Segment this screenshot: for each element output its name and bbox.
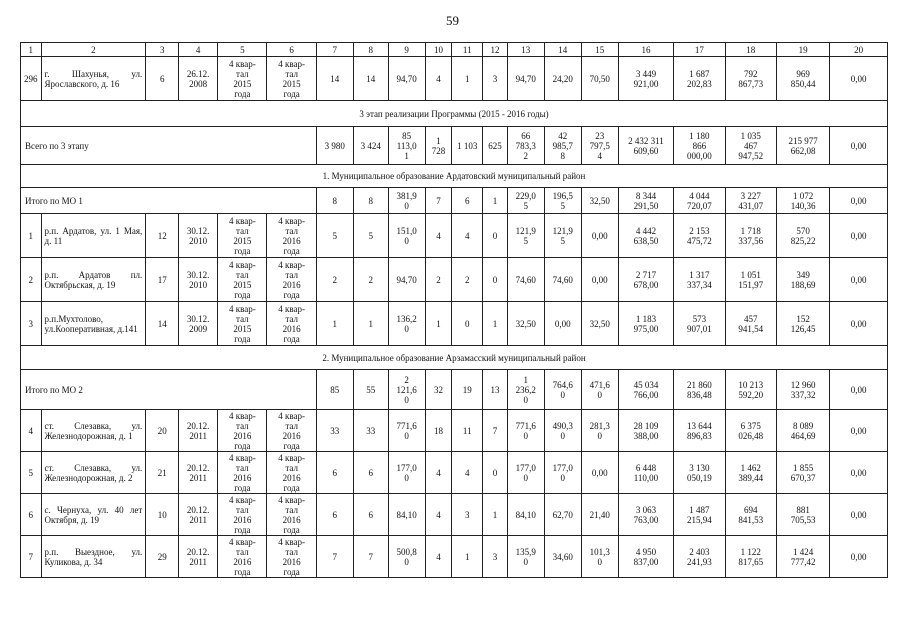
table-cell: 5 <box>316 214 353 258</box>
table-row <box>21 258 888 302</box>
table-cell: 0,00 <box>544 302 581 346</box>
table-cell: 1 855 670,37 <box>776 452 829 494</box>
table-cell: 30.12. 2010 <box>179 214 218 258</box>
table-cell: 196,5 5 <box>544 188 581 214</box>
table-cell: 0,00 <box>830 302 888 346</box>
table-cell: 490,3 0 <box>544 410 581 452</box>
table-cell: 1 <box>316 302 353 346</box>
table-cell: 14 <box>316 57 353 101</box>
table-cell: 1 687 202,83 <box>674 57 725 101</box>
table-cell: 9 <box>388 43 425 57</box>
table-cell: 2 <box>452 258 483 302</box>
table-cell: 6 <box>21 494 42 536</box>
table-cell: 4 квар- тал 2016 года <box>267 214 316 258</box>
table-cell: 30.12. 2009 <box>179 302 218 346</box>
table-cell: 4 квар- тал 2015 года <box>218 57 267 101</box>
table-cell: 74,60 <box>544 258 581 302</box>
table-cell: 152 126,45 <box>776 302 829 346</box>
table-cell: 17 <box>674 43 725 57</box>
table-cell: 0 <box>452 302 483 346</box>
table-cell: 381,9 0 <box>388 188 425 214</box>
table-cell: 4 квар- тал 2016 года <box>267 302 316 346</box>
table-cell: 771,6 0 <box>388 410 425 452</box>
table-cell: 2 <box>41 43 146 57</box>
table-cell: 1 424 777,42 <box>776 536 829 578</box>
table-cell: 0 <box>483 214 508 258</box>
table-row <box>21 452 888 494</box>
table-cell: 33 <box>353 410 388 452</box>
table-cell: 6 <box>267 43 316 57</box>
table-cell: 764,6 0 <box>544 370 581 410</box>
table-cell: 0,00 <box>830 494 888 536</box>
table-cell: 94,70 <box>507 57 544 101</box>
table-cell: 13 <box>507 43 544 57</box>
table-cell: 0,00 <box>581 258 618 302</box>
program-table <box>20 42 888 578</box>
table-cell: 4 <box>425 494 452 536</box>
table-cell: 26.12. 2008 <box>179 57 218 101</box>
table-row <box>21 57 888 101</box>
table-row <box>21 536 888 578</box>
table-cell: 0,00 <box>830 370 888 410</box>
table-cell: 2 <box>21 258 42 302</box>
table-cell: 7 <box>316 536 353 578</box>
table-cell: 20 <box>830 43 888 57</box>
table-cell: 1 728 <box>425 127 452 165</box>
table-cell: 694 841,53 <box>725 494 776 536</box>
table-cell: 3 этап реализации Программы (2015 - 2016 годы) <box>21 101 888 127</box>
table-cell: 8 344 291,50 <box>618 188 673 214</box>
table-cell: 1 180 866 000,00 <box>674 127 725 165</box>
table-cell: 4 <box>21 410 42 452</box>
table-cell: 1 487 215,94 <box>674 494 725 536</box>
table-cell: 1. Муниципальное образование Ардатовский муниципальный район <box>21 165 888 188</box>
table-cell: 8 089 464,69 <box>776 410 829 452</box>
table-cell: 1 236,2 0 <box>507 370 544 410</box>
table-cell: 3 424 <box>353 127 388 165</box>
table-cell: 32,50 <box>507 302 544 346</box>
table-cell: 1 317 337,34 <box>674 258 725 302</box>
table-cell: г. Шахунья, ул. Ярославского, д. 16 <box>41 57 146 101</box>
table-cell: 500,8 0 <box>388 536 425 578</box>
table-cell: 1 <box>21 43 42 57</box>
column-number-row <box>21 43 888 57</box>
table-cell: 4 квар- тал 2016 года <box>267 494 316 536</box>
table-cell: 2 <box>353 258 388 302</box>
table-cell: 3 449 921,00 <box>618 57 673 101</box>
table-cell: 4 950 837,00 <box>618 536 673 578</box>
table-cell: 1 718 337,56 <box>725 214 776 258</box>
table-cell: Итого по МО 1 <box>21 188 317 214</box>
table-cell: 1 <box>483 188 508 214</box>
table-cell: 3 063 763,00 <box>618 494 673 536</box>
table-cell: 84,10 <box>388 494 425 536</box>
table-cell: 2 <box>316 258 353 302</box>
table-cell: 0,00 <box>581 452 618 494</box>
table-cell: 3 130 050,19 <box>674 452 725 494</box>
table-cell: 1 <box>353 302 388 346</box>
table-cell: р.п.Мухтолово, ул.Кооперативная, д.141 <box>41 302 146 346</box>
table-cell: 457 941,54 <box>725 302 776 346</box>
table-cell: 135,9 0 <box>507 536 544 578</box>
section-title-row <box>21 346 888 370</box>
table-cell: 4 квар- тал 2015 года <box>218 258 267 302</box>
table-cell: 13 644 896,83 <box>674 410 725 452</box>
table-cell: 0 <box>483 258 508 302</box>
table-cell: 4 квар- тал 2016 года <box>218 494 267 536</box>
table-cell: 4 квар- тал 2015 года <box>218 302 267 346</box>
table-cell: 30.12. 2010 <box>179 258 218 302</box>
table-cell: 6 <box>316 452 353 494</box>
table-cell: 4 квар- тал 2015 года <box>218 214 267 258</box>
table-cell: 1 <box>483 302 508 346</box>
table-cell: 4 <box>425 214 452 258</box>
table-cell: 8 <box>353 43 388 57</box>
table-cell: 177,0 0 <box>388 452 425 494</box>
table-cell: 66 783,3 2 <box>507 127 544 165</box>
table-cell: 101,3 0 <box>581 536 618 578</box>
table-cell: 15 <box>581 43 618 57</box>
table-cell: 7 <box>353 536 388 578</box>
table-cell: 84,10 <box>507 494 544 536</box>
table-cell: 20.12. 2011 <box>179 536 218 578</box>
table-cell: 0,00 <box>830 536 888 578</box>
table-cell: 1 <box>425 302 452 346</box>
table-cell: 1 <box>483 494 508 536</box>
table-cell: 23 797,5 4 <box>581 127 618 165</box>
table-cell: 14 <box>353 57 388 101</box>
table-cell: 0,00 <box>830 452 888 494</box>
table-cell: 2 403 241,93 <box>674 536 725 578</box>
table-cell: 12 960 337,32 <box>776 370 829 410</box>
table-cell: 32,50 <box>581 188 618 214</box>
table-cell: 8 <box>353 188 388 214</box>
table-row <box>21 302 888 346</box>
table-cell: 4 квар- тал 2015 года <box>267 57 316 101</box>
table-cell: 136,2 0 <box>388 302 425 346</box>
table-cell: 62,70 <box>544 494 581 536</box>
table-cell: 20.12. 2011 <box>179 452 218 494</box>
table-cell: 20.12. 2011 <box>179 410 218 452</box>
table-cell: 45 034 766,00 <box>618 370 673 410</box>
table-cell: 281,3 0 <box>581 410 618 452</box>
table-cell: 3 <box>21 302 42 346</box>
table-cell: 0,00 <box>581 214 618 258</box>
table-cell: 21,40 <box>581 494 618 536</box>
table-cell: 74,60 <box>507 258 544 302</box>
table-cell: 18 <box>425 410 452 452</box>
table-cell: 14 <box>544 43 581 57</box>
table-cell: 296 <box>21 57 42 101</box>
table-cell: 18 <box>725 43 776 57</box>
table-cell: 6 <box>353 452 388 494</box>
table-cell: 11 <box>452 43 483 57</box>
table-cell: 4 <box>179 43 218 57</box>
table-cell: 151,0 0 <box>388 214 425 258</box>
table-cell: 771,6 0 <box>507 410 544 452</box>
table-cell: 570 825,22 <box>776 214 829 258</box>
table-cell: 11 <box>452 410 483 452</box>
table-body <box>21 43 888 578</box>
total-row <box>21 188 888 214</box>
table-cell: 6 <box>353 494 388 536</box>
table-cell: 21 860 836,48 <box>674 370 725 410</box>
table-cell: 20.12. 2011 <box>179 494 218 536</box>
table-cell: 0,00 <box>830 57 888 101</box>
table-cell: 0,00 <box>830 214 888 258</box>
table-cell: 12 <box>146 214 179 258</box>
table-cell: 969 850,44 <box>776 57 829 101</box>
table-cell: 7 <box>21 536 42 578</box>
table-cell: 4 442 638,50 <box>618 214 673 258</box>
table-cell: 5 <box>218 43 267 57</box>
table-cell: 4 044 720,07 <box>674 188 725 214</box>
table-cell: 24,20 <box>544 57 581 101</box>
table-cell: 34,60 <box>544 536 581 578</box>
table-cell: 1 072 140,36 <box>776 188 829 214</box>
table-cell: с. Чернуха, ул. 40 лет Октября, д. 19 <box>41 494 146 536</box>
table-cell: 0,00 <box>830 410 888 452</box>
total-row <box>21 127 888 165</box>
table-cell: 32 <box>425 370 452 410</box>
table-cell: 12 <box>483 43 508 57</box>
table-cell: 349 188,69 <box>776 258 829 302</box>
table-cell: ст. Слезавка, ул. Железнодорожная, д. 2 <box>41 452 146 494</box>
table-cell: 2. Муниципальное образование Арзамасский муниципальный район <box>21 346 888 370</box>
table-row <box>21 214 888 258</box>
table-cell: 42 985,7 8 <box>544 127 581 165</box>
table-cell: 4 квар- тал 2016 года <box>267 452 316 494</box>
table-cell: 4 <box>425 57 452 101</box>
table-row <box>21 494 888 536</box>
table-cell: 4 <box>452 452 483 494</box>
table-cell: 94,70 <box>388 57 425 101</box>
table-cell: 121,9 5 <box>544 214 581 258</box>
table-cell: 1 183 975,00 <box>618 302 673 346</box>
table-cell: 6 <box>146 57 179 101</box>
table-cell: 7 <box>483 410 508 452</box>
table-cell: 85 113,0 1 <box>388 127 425 165</box>
table-cell: 1 051 151,97 <box>725 258 776 302</box>
table-cell: 6 448 110,00 <box>618 452 673 494</box>
table-cell: 121,9 5 <box>507 214 544 258</box>
table-cell: 2 <box>425 258 452 302</box>
table-cell: 3 <box>146 43 179 57</box>
table-cell: 5 <box>353 214 388 258</box>
table-cell: 1 <box>21 214 42 258</box>
table-cell: 573 907,01 <box>674 302 725 346</box>
table-cell: 3 <box>483 57 508 101</box>
table-cell: 0 <box>483 452 508 494</box>
table-cell: 94,70 <box>388 258 425 302</box>
table-cell: 2 717 678,00 <box>618 258 673 302</box>
table-cell: 6 <box>316 494 353 536</box>
table-cell: 229,0 5 <box>507 188 544 214</box>
table-cell: 4 квар- тал 2016 года <box>218 410 267 452</box>
table-cell: 7 <box>316 43 353 57</box>
table-cell: 10 213 592,20 <box>725 370 776 410</box>
table-cell: 33 <box>316 410 353 452</box>
table-cell: ст. Слезавка, ул. Железнодорожная, д. 1 <box>41 410 146 452</box>
table-cell: 1 122 817,65 <box>725 536 776 578</box>
table-cell: 16 <box>618 43 673 57</box>
table-cell: 177,0 0 <box>507 452 544 494</box>
table-cell: 4 квар- тал 2016 года <box>218 452 267 494</box>
table-cell: 0,00 <box>830 127 888 165</box>
table-cell: 7 <box>425 188 452 214</box>
section-title-row <box>21 165 888 188</box>
table-cell: 4 квар- тал 2016 года <box>267 258 316 302</box>
section-title-row <box>21 101 888 127</box>
table-cell: 4 квар- тал 2016 года <box>267 536 316 578</box>
table-cell: 13 <box>483 370 508 410</box>
table-cell: р.п. Ардатов, ул. 1 Мая, д. 11 <box>41 214 146 258</box>
table-cell: 70,50 <box>581 57 618 101</box>
table-cell: р.п. Ардатов пл. Октябрьская, д. 19 <box>41 258 146 302</box>
table-cell: 10 <box>146 494 179 536</box>
table-cell: 1 462 389,44 <box>725 452 776 494</box>
table-cell: 20 <box>146 410 179 452</box>
table-cell: 55 <box>353 370 388 410</box>
table-cell: 625 <box>483 127 508 165</box>
table-cell: 4 <box>425 452 452 494</box>
table-cell: 215 977 662,08 <box>776 127 829 165</box>
table-cell: 10 <box>425 43 452 57</box>
table-cell: 1 035 467 947,52 <box>725 127 776 165</box>
table-cell: 21 <box>146 452 179 494</box>
table-cell: 1 <box>452 57 483 101</box>
table-cell: 3 980 <box>316 127 353 165</box>
table-cell: 1 103 <box>452 127 483 165</box>
table-cell: 792 867,73 <box>725 57 776 101</box>
table-cell: 1 <box>452 536 483 578</box>
table-cell: Итого по МО 2 <box>21 370 317 410</box>
table-cell: 4 <box>425 536 452 578</box>
table-cell: 6 375 026,48 <box>725 410 776 452</box>
table-cell: 881 705,53 <box>776 494 829 536</box>
table-cell: 0,00 <box>830 258 888 302</box>
table-cell: 471,6 0 <box>581 370 618 410</box>
table-cell: 14 <box>146 302 179 346</box>
table-cell: 6 <box>452 188 483 214</box>
table-cell: 29 <box>146 536 179 578</box>
table-cell: 3 227 431,07 <box>725 188 776 214</box>
table-cell: 19 <box>776 43 829 57</box>
table-cell: 32,50 <box>581 302 618 346</box>
table-cell: 2 432 311 609,60 <box>618 127 673 165</box>
table-cell: 3 <box>452 494 483 536</box>
table-cell: 5 <box>21 452 42 494</box>
table-cell: 3 <box>483 536 508 578</box>
table-cell: 28 109 388,00 <box>618 410 673 452</box>
table-cell: 4 <box>452 214 483 258</box>
page-number: 59 <box>446 13 459 28</box>
table-cell: 2 121,6 0 <box>388 370 425 410</box>
table-cell: 0,00 <box>830 188 888 214</box>
total-row <box>21 370 888 410</box>
table-cell: 17 <box>146 258 179 302</box>
table-cell: р.п. Выездное, ул. Куликова, д. 34 <box>41 536 146 578</box>
table-cell: 2 153 475,72 <box>674 214 725 258</box>
table-cell: 177,0 0 <box>544 452 581 494</box>
table-cell: 4 квар- тал 2016 года <box>218 536 267 578</box>
table-cell: 4 квар- тал 2016 года <box>267 410 316 452</box>
table-cell: 8 <box>316 188 353 214</box>
table-cell: 85 <box>316 370 353 410</box>
table-cell: 19 <box>452 370 483 410</box>
table-cell: Всего по 3 этапу <box>21 127 317 165</box>
table-row <box>21 410 888 452</box>
